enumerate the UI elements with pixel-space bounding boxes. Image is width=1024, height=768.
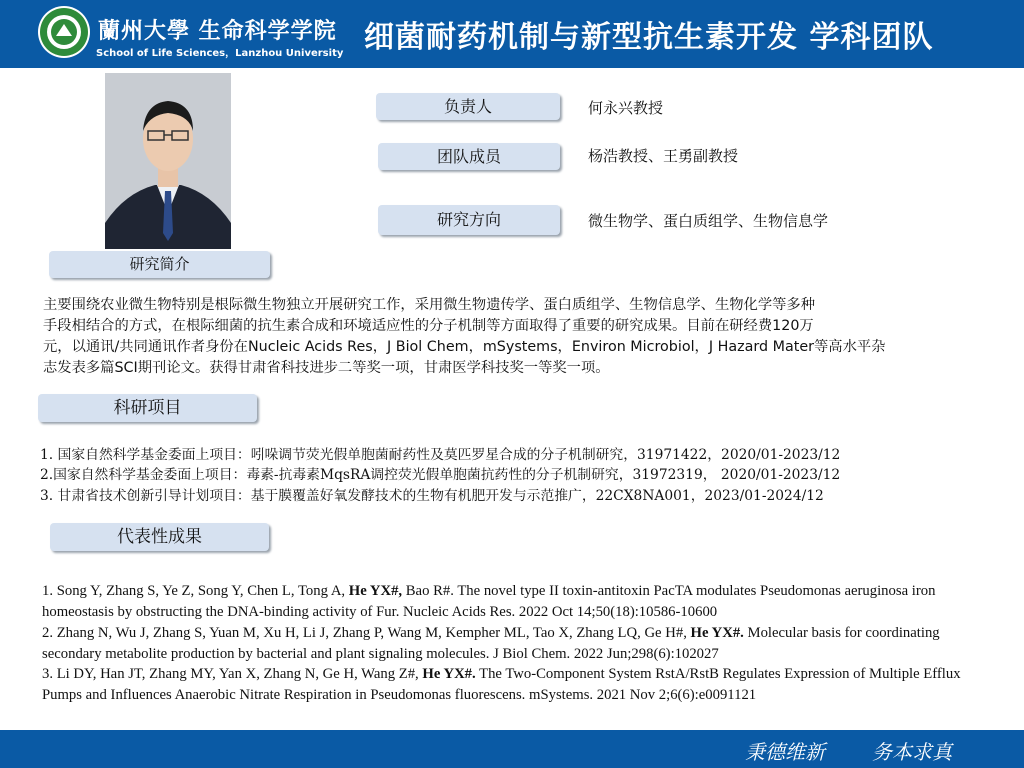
intro-line: 志发表多篇SCI期刊论文。获得甘肃省科技进步二等奖一项，甘肃医学科技奖一等奖一项。	[43, 360, 610, 376]
members-label: 团队成员	[378, 143, 560, 170]
project-item: 2.国家自然科学基金委面上项目：毒素-抗毒素MqsRA调控荧光假单胞菌抗药性的分子机制研究，31972319， 2020/01-2023/12	[40, 467, 841, 483]
university-name: 蘭州大學 生命科学学院	[98, 19, 337, 44]
page-title: 细菌耐药机制与新型抗生素开发 学科团队	[364, 20, 934, 55]
reference-highlight: He YX#.	[690, 625, 744, 641]
reference-highlight: He YX#,	[348, 583, 403, 599]
reference-authors: 1. Song Y, Zhang S, Ye Z, Song Y, Chen L, Tong A,	[42, 583, 349, 599]
leader-label: 负责人	[376, 93, 560, 120]
university-name-en: School of Life Sciences，Lanzhou University	[96, 48, 344, 59]
reference-item	[42, 581, 1002, 623]
members-value: 杨浩教授、王勇副教授	[588, 147, 739, 165]
intro-paragraph	[43, 295, 1003, 379]
direction-value: 微生物学、蛋白质组学、生物信息学	[588, 212, 829, 230]
reference-highlight: He YX#.	[422, 666, 476, 682]
reference-detail: Molecular basis for coordinating secondary metabolite production by bacterial and plant signaling molecules. J Biol Chem. 2022 Jun;298(6):102027	[42, 625, 940, 662]
achievements-label: 代表性成果	[50, 523, 269, 551]
projects-label: 科研项目	[38, 394, 257, 422]
leader-photo	[105, 73, 231, 249]
footer-motto-right: 务本求真	[872, 740, 952, 764]
header-bar	[0, 0, 1024, 68]
reference-authors: 3. Li DY, Han JT, Zhang MY, Yan X, Zhang N, Ge H, Wang Z#,	[42, 666, 423, 682]
project-item: 3. 甘肃省技术创新引导计划项目：基于膜覆盖好氧发酵技术的生物有机肥开发与示范推广，22CX8NA001，2023/01-2024/12	[40, 488, 824, 504]
project-item: 1. 国家自然科学基金委面上项目：吲哚调节荧光假单胞菌耐药性及莫匹罗星合成的分子机制研究，31971422，2020/01-2023/12	[40, 447, 841, 463]
footer-motto-left: 秉德维新	[745, 740, 825, 764]
intro-line: 主要围绕农业微生物特别是根际微生物独立开展研究工作，采用微生物遗传学、蛋白质组学、生物信息学、生物化学等多种	[43, 297, 816, 313]
university-logo-icon	[38, 6, 90, 58]
reference-item	[42, 623, 1002, 665]
reference-detail: Bao R#. The novel type II toxin-antitoxin PacTA modulates Pseudomonas aeruginosa iron homeostasis by obstructing the DNA-binding activity of Fur. Nucleic Acids Res. 2022 Oct 14;50(18):10586-10600	[42, 583, 936, 620]
reference-detail: The Two-Component System RstA/RstB Regulates Expression of Multiple Efflux Pumps and Influences Anaerobic Nitrate Respiration in Pseudomonas fluorescens. mSystems. 2021 Nov 2;6(6):e0091121	[42, 666, 961, 703]
intro-line: 手段相结合的方式，在根际细菌的抗生素合成和环境适应性的分子机制等方面取得了重要的研究成果。目前在研经费120万	[43, 318, 814, 334]
footer-bar	[0, 730, 1024, 768]
intro-line: 元，以通讯/共同通讯作者身份在Nucleic Acids Res，J Biol Chem，mSystems，Environ Microbiol，J Hazard Mater等高水平杂	[43, 339, 886, 355]
reference-authors: 2. Zhang N, Wu J, Zhang S, Yuan M, Xu H, Li J, Zhang P, Wang M, Kempher ML, Tao X, Zhang LQ, Ge H#,	[42, 625, 691, 641]
reference-item	[42, 664, 1002, 706]
intro-label: 研究简介	[49, 251, 270, 278]
leader-value: 何永兴教授	[588, 99, 664, 117]
direction-label: 研究方向	[378, 205, 560, 235]
